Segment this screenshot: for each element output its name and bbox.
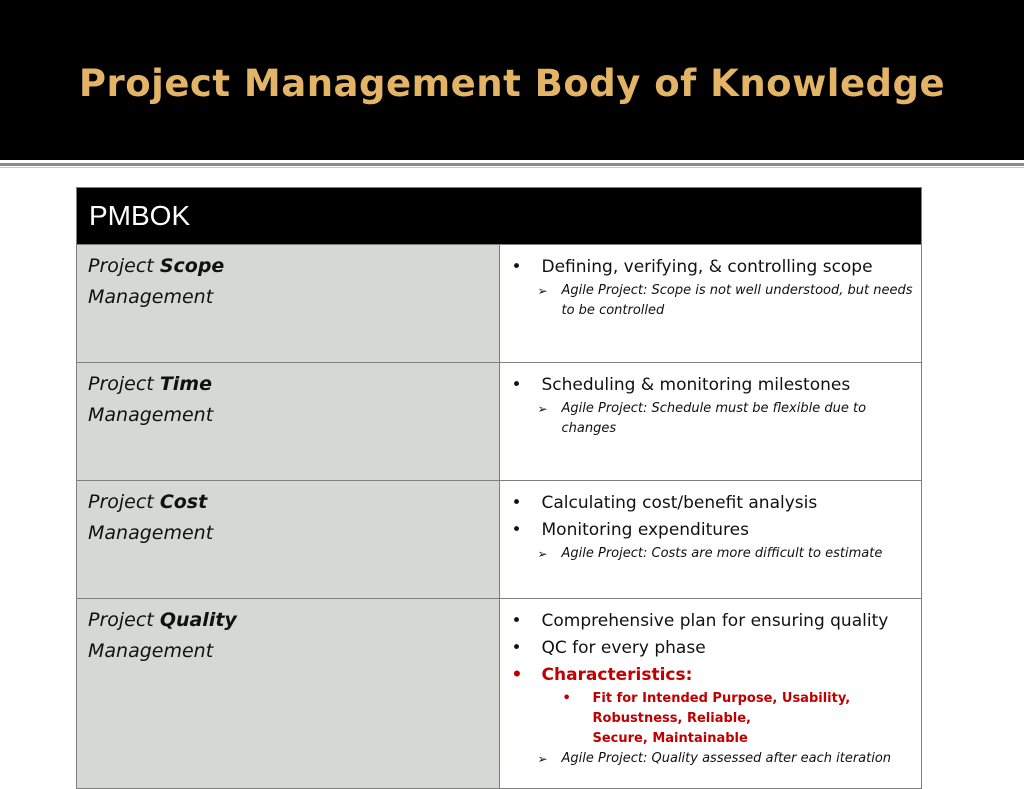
agile-note [500, 749, 916, 769]
area-keyword: Quality [159, 609, 237, 631]
knowledge-area-scope [77, 245, 500, 363]
table-row-time [77, 363, 922, 481]
arrow-bullet-icon: ➢ [537, 284, 548, 298]
area-prefix: Project [88, 373, 160, 395]
area-suffix: Management [88, 640, 214, 662]
area-prefix: Project [88, 491, 160, 513]
agile-note-text: Agile Project: Costs are more difficult to estimate [561, 546, 883, 561]
agile-note [500, 544, 916, 564]
agile-note-text: Agile Project: Scope is not well understood, but needs to be controlled [561, 283, 913, 318]
agile-note [500, 281, 916, 321]
knowledge-area-cost [77, 481, 500, 599]
characteristics-list [500, 689, 916, 749]
knowledge-area-quality [77, 599, 500, 789]
bullet-item: • Calculating cost/benefit analysis [500, 490, 916, 517]
slide-title: Project Management Body of Knowledge [78, 62, 946, 105]
characteristics-line: Fit for Intended Purpose, Usability, [592, 691, 851, 706]
pmbok-table [76, 187, 922, 789]
area-suffix: Management [88, 522, 214, 544]
characteristics-line: Secure, Maintainable [592, 731, 748, 746]
title-bar [0, 0, 1024, 160]
table-row-cost [77, 481, 922, 599]
area-keyword: Cost [159, 491, 208, 513]
characteristics-heading: • Characteristics: [500, 662, 916, 689]
title-divider [0, 163, 1024, 166]
description-cost [499, 481, 922, 599]
bullet-dot-icon: • [562, 691, 571, 706]
title-divider-thin [0, 167, 1024, 168]
area-prefix: Project [88, 255, 160, 277]
knowledge-area-time [77, 363, 500, 481]
agile-note-text: Agile Project: Schedule must be flexible due to changes [561, 401, 867, 436]
area-keyword: Scope [159, 255, 225, 277]
agile-note [500, 399, 916, 439]
characteristics-line: Robustness, Reliable, [592, 711, 751, 726]
area-suffix: Management [88, 404, 214, 426]
arrow-bullet-icon: ➢ [537, 752, 548, 766]
bullet-item: • Comprehensive plan for ensuring quality [500, 608, 916, 635]
area-prefix: Project [88, 609, 160, 631]
area-keyword: Time [159, 373, 212, 395]
bullet-item: • QC for every phase [500, 635, 916, 662]
table-row-quality [77, 599, 922, 789]
description-time [499, 363, 922, 481]
bullet-item: • Defining, verifying, & controlling scope [500, 254, 916, 281]
bullet-item: • Monitoring expenditures [500, 517, 916, 544]
description-scope [499, 245, 922, 363]
table-header-row [77, 188, 922, 245]
table-row-scope [77, 245, 922, 363]
arrow-bullet-icon: ➢ [537, 547, 548, 561]
area-suffix: Management [88, 286, 214, 308]
description-quality [499, 599, 922, 789]
arrow-bullet-icon: ➢ [537, 402, 548, 416]
bullet-item: • Scheduling & monitoring milestones [500, 372, 916, 399]
table-header: PMBOK [77, 188, 922, 245]
agile-note-text: Agile Project: Quality assessed after each iteration [561, 751, 892, 766]
